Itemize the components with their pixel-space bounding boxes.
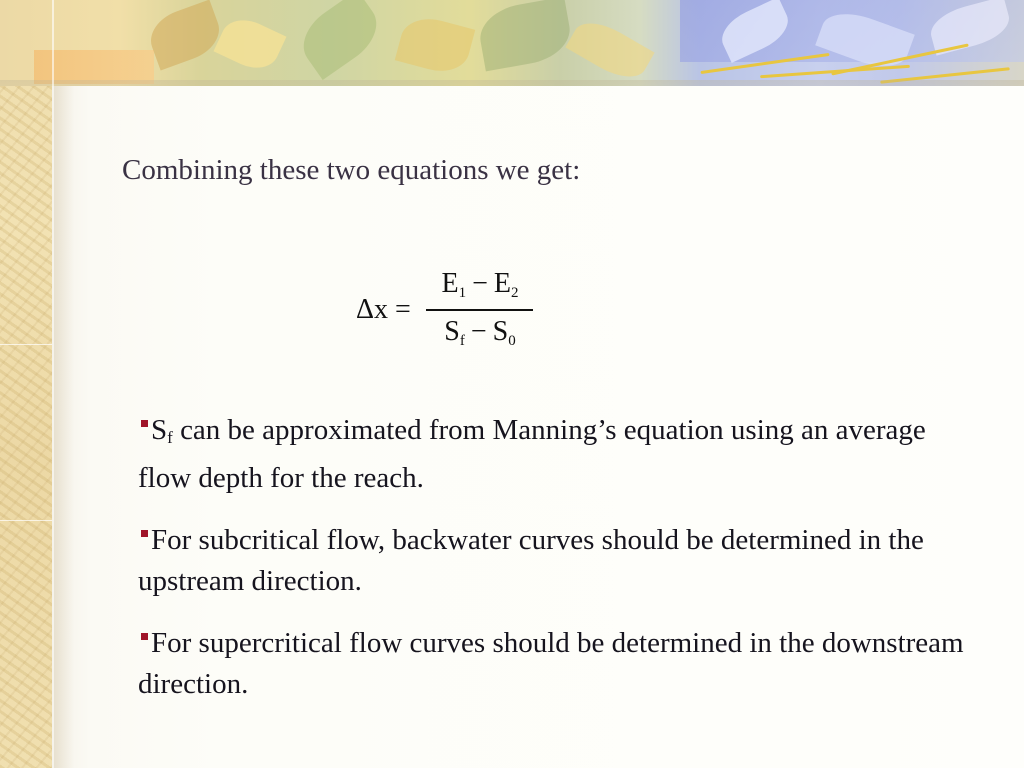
bullet-square-icon [141, 420, 148, 427]
slide-heading: Combining these two equations we get: [122, 154, 581, 186]
bullet-list [138, 410, 978, 726]
numerator-term-b-subscript: 2 [511, 285, 519, 301]
denominator-operator: − [470, 316, 487, 347]
numerator-term-a: E [441, 268, 459, 299]
numerator-operator: − [472, 268, 488, 299]
numerator-term-b: E [493, 268, 511, 299]
denominator-term-a: S [444, 316, 460, 347]
bullet-prefix: S [151, 414, 168, 446]
equation-denominator [428, 316, 532, 350]
bullet-text: For supercritical flow curves should be determined in the downstream direction. [138, 627, 964, 700]
bullet-item [138, 410, 978, 499]
bullet-item [138, 520, 978, 602]
fraction-equation [356, 268, 546, 360]
banner-shadow [0, 80, 1024, 86]
denominator-term-b: S [492, 316, 509, 347]
numerator-term-a-subscript: 1 [458, 285, 467, 301]
top-decorative-banner [0, 0, 1024, 86]
bullet-text: can be approximated from Manning’s equation using an average flow depth for the reach. [138, 414, 926, 494]
strip-seam [0, 520, 52, 521]
fraction-bar [426, 309, 533, 311]
frame-divider [52, 0, 54, 768]
bullet-prefix-subscript: f [167, 428, 173, 447]
denominator-term-b-subscript: 0 [508, 333, 516, 349]
bullet-square-icon [141, 633, 148, 640]
equation-numerator [428, 268, 532, 302]
strip-seam [0, 344, 52, 345]
denominator-term-a-subscript: f [459, 333, 465, 349]
left-decorative-strip [0, 0, 52, 768]
bullet-item [138, 623, 978, 705]
equation-lhs: Δx = [356, 294, 411, 325]
bullet-text: For subcritical flow, backwater curves should be determined in the upstream direction. [138, 524, 924, 597]
bullet-square-icon [141, 530, 148, 537]
